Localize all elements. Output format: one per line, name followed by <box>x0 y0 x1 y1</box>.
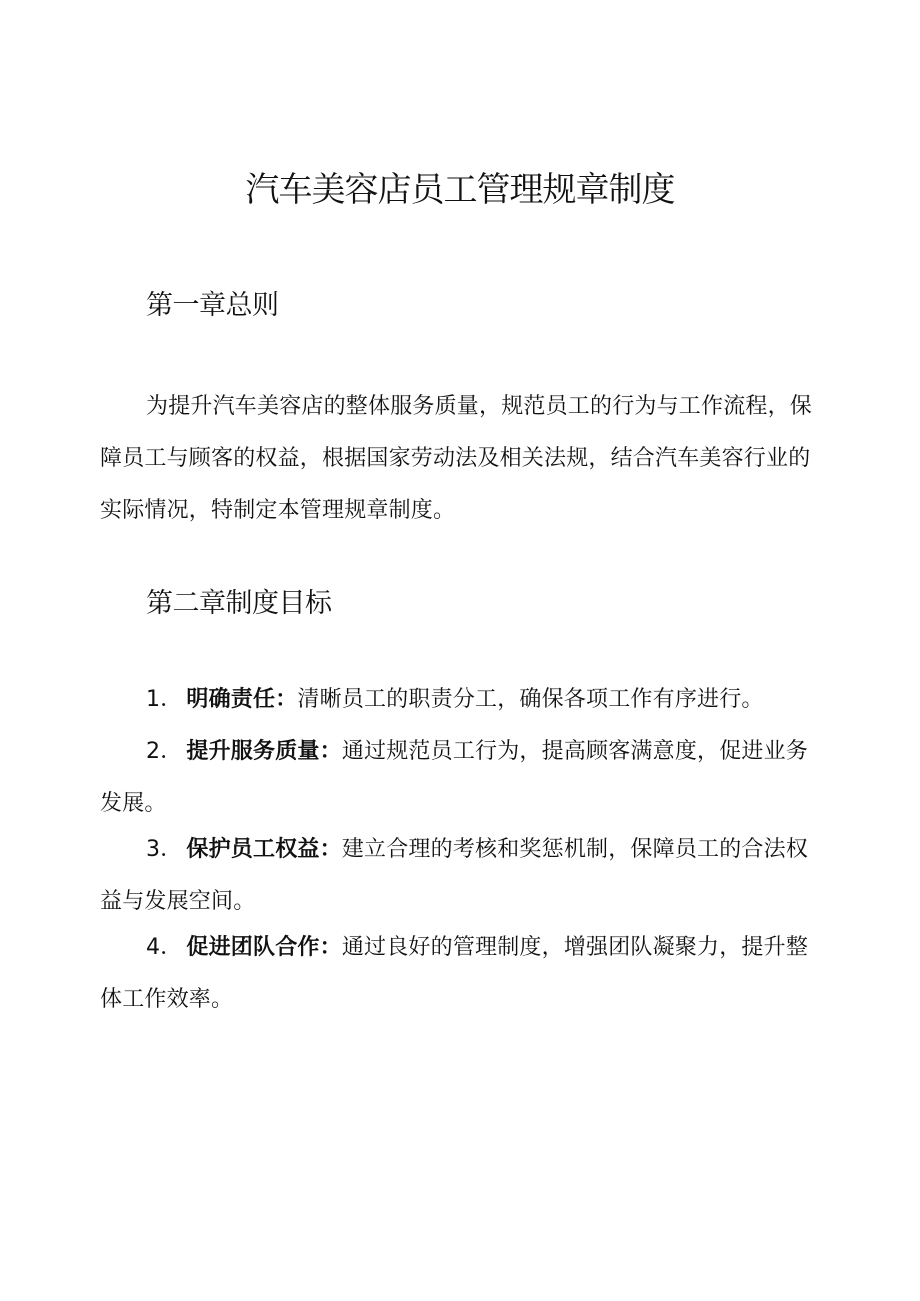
goal-text: 清晰员工的职责分工，确保各项工作有序进行。 <box>297 687 764 712</box>
goal-number: 4． <box>146 935 183 960</box>
goal-label: 促进团队合作： <box>186 935 342 960</box>
chapter-1-paragraph: 为提升汽车美容店的整体服务质量，规范员工的行为与工作流程，保障员工与顾客的权益，根据国家劳动法及相关法规，结合汽车美容行业的实际情况，特制定本管理规章制度。 <box>100 394 813 523</box>
chapter-1-heading: 第一章总则 <box>146 290 279 321</box>
chapter-2-heading: 第二章制度目标 <box>146 588 332 619</box>
goal-item-2 <box>100 726 820 830</box>
goal-number: 1． <box>146 687 183 712</box>
goal-item-4 <box>100 922 820 1026</box>
goal-text: 通过规范员工行为，提高顾客满意度，促进业务发展。 <box>100 739 809 816</box>
goal-number: 2． <box>146 739 183 764</box>
goal-text: 通过良好的管理制度，增强团队凝聚力，提升整体工作效率。 <box>100 935 809 1012</box>
document-title: 汽车美容店员工管理规章制度 <box>245 170 675 210</box>
goal-item-1 <box>100 674 820 726</box>
goal-label: 明确责任： <box>186 687 298 712</box>
goal-number: 3． <box>146 837 183 862</box>
goal-item-3 <box>100 824 820 928</box>
goal-text: 建立合理的考核和奖惩机制，保障员工的合法权益与发展空间。 <box>100 837 809 914</box>
goal-label: 提升服务质量： <box>186 739 342 764</box>
goal-label: 保护员工权益： <box>186 837 342 862</box>
